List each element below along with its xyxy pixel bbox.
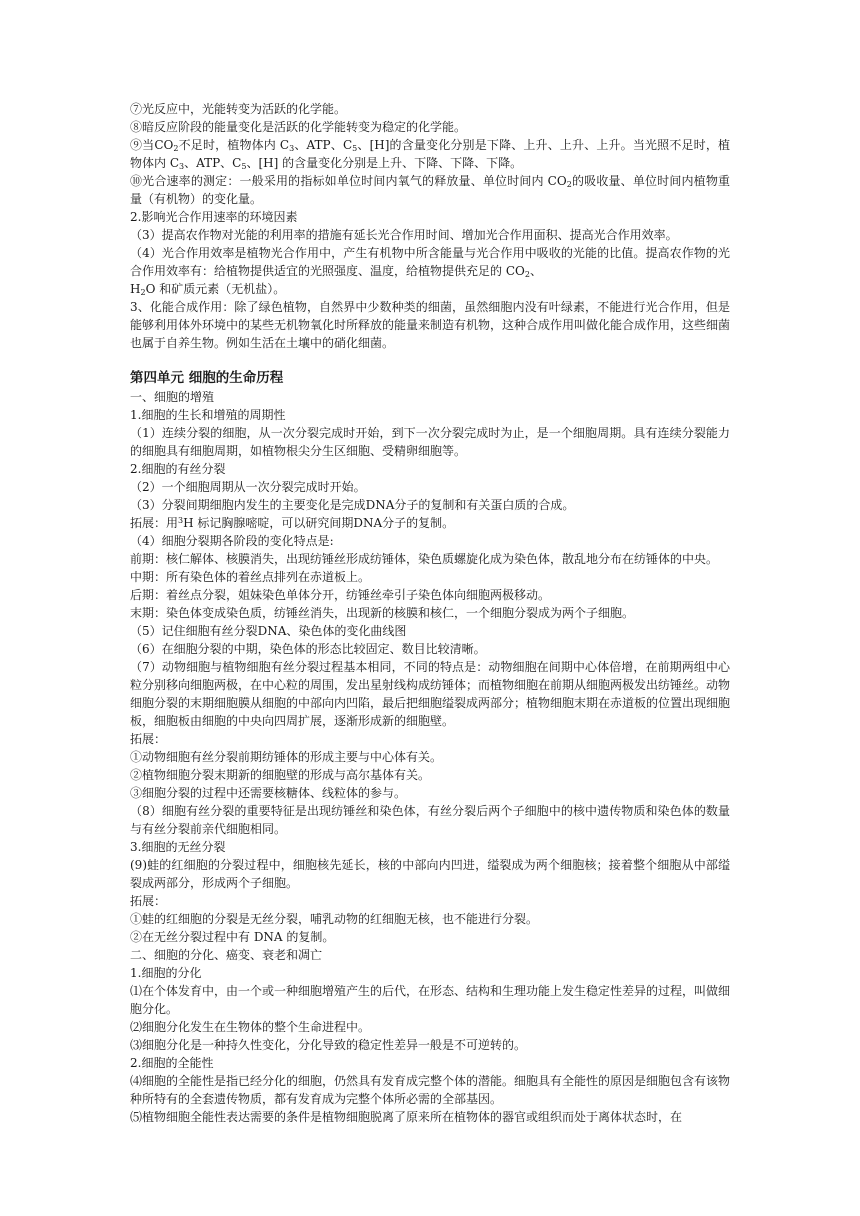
paragraph: （3）分裂间期细胞内发生的主要变化是完成DNA分子的复制和有关蛋白质的合成。 [130, 498, 575, 512]
paragraph-efficiency: （4）光合作用效率是植物光合作用中，产生有机物中所含能量与光合作用中吸收的光能的比值。提高农作物的光合作用效率有：给植物提供适宜的光照强度、温度，给植物提供充足的 $CO_2$、 [130, 246, 730, 279]
paragraph: 后期：着丝点分裂，姐妹染色单体分开，纺锤丝牵引子染色体向细胞两极移动。 [130, 588, 551, 602]
paragraph: ⑵细胞分化发生在生物体的整个生命进程中。 [130, 1020, 371, 1034]
paragraph-chemosynthesis: 3、化能合成作用：除了绿色植物，自然界中少数种类的细菌，虽然细胞内没有叶绿素，不能进行光合作用，但是能够利用体外环境中的某些无机物氧化时所释放的能量来制造有机物，这种合成作用叫做化能合成作用，这些细菌也属于自养生物。例如生活在土壤中的硝化细菌。 [130, 300, 731, 350]
section-heading: 二、细胞的分化、癌变、衰老和凋亡 [130, 948, 323, 962]
paragraph-rate-measure: ⑩光合速率的测定：一般采用的指标如单位时间内氧气的释放量、单位时间内 $CO_2$的吸收量、单位时间内植物重量（有机物）的变化量。 [130, 174, 730, 206]
paragraph: （5）记住细胞有丝分裂DNA、染色体的变化曲线图 [130, 624, 407, 638]
paragraph: ⑴在个体发育中，由一个或一种细胞增殖产生的后代，在形态、结构和生理功能上发生稳定性差异的过程，叫做细胞分化。 [130, 984, 731, 1016]
section-heading: 2.细胞的全能性 [130, 1056, 214, 1070]
paragraph: （7）动物细胞与植物细胞有丝分裂过程基本相同，不同的特点是：动物细胞在间期中心体倍增，在前期两组中心粒分别移向细胞两极，在中心粒的周围，发出星射线构成纺锤体；而植物细胞在前期从细胞两极发出纺锤丝。动物细胞分裂的末期细胞膜从细胞的中部向内凹陷，最后把细胞缢裂成两部分；植物细胞末期在赤道板的位置出现细胞板，细胞板由细胞的中央向四周扩展，逐渐形成新的细胞壁。 [130, 660, 731, 728]
paragraph: （1）连续分裂的细胞，从一次分裂完成时开始，到下一次分裂完成时为止，是一个细胞周期。具有连续分裂能力的细胞具有细胞周期，如植物根尖分生区细胞、受精卵细胞等。 [130, 426, 730, 458]
section-heading: 2.影响光合作用速率的环境因素 [130, 210, 298, 224]
document-page [130, 100, 730, 1126]
paragraph: ②在无丝分裂过程中有 DNA 的复制。 [130, 930, 335, 944]
paragraph: ①蛙的红细胞的分裂是无丝分裂，哺乳动物的红细胞无核，也不能进行分裂。 [130, 912, 539, 926]
section-heading: 3.细胞的无丝分裂 [130, 840, 226, 854]
paragraph: 中期：所有染色体的着丝点排列在赤道板上。 [130, 570, 371, 584]
section-heading: 1.细胞的分化 [130, 966, 202, 980]
paragraph: （8）细胞有丝分裂的重要特征是出现纺锤丝和染色体，有丝分裂后两个子细胞中的核中遗传物质和染色体的数量与有丝分裂前亲代细胞相同。 [130, 804, 730, 836]
paragraph: （6）在细胞分裂的中期，染色体的形态比较固定、数目比较清晰。 [130, 642, 486, 656]
section-heading: 2.细胞的有丝分裂 [130, 462, 226, 476]
paragraph: （2）一个细胞周期从一次分裂完成时开始。 [130, 480, 366, 494]
paragraph: 末期：染色体变成染色质，纺锤丝消失，出现新的核膜和核仁，一个细胞分裂成为两个子细胞。 [130, 606, 635, 620]
paragraph: （4）细胞分裂期各阶段的变化特点是: [130, 534, 334, 548]
section-heading: 一、细胞的增殖 [130, 390, 215, 404]
paragraph: 拓展： [130, 894, 167, 908]
paragraph: ③细胞分裂的过程中还需要核糖体、线粒体的参与。 [130, 786, 407, 800]
paragraph: ⑷细胞的全能性是指已经分化的细胞，仍然具有发育成完整个体的潜能。细胞具有全能性的原因是细胞包含有该物种所特有的全套遗传物质，都有发育成为完整个体所必需的全部基因。 [130, 1074, 731, 1106]
paragraph-h2o: $H_2O$ 和矿质元素（无机盐）。 [130, 282, 286, 297]
paragraph: ⑶细胞分化是一种持久性变化，分化导致的稳定性差异一般是不可逆转的。 [130, 1038, 527, 1052]
spacer [130, 352, 730, 368]
paragraph: （3）提高农作物对光能的利用率的措施有延长光合作用时间、增加光合作用面积、提高光合作用效率。 [130, 228, 678, 242]
paragraph: ⑧暗反应阶段的能量变化是活跃的化学能转变为稳定的化学能。 [130, 120, 467, 134]
section-heading: 1.细胞的生长和增殖的周期性 [130, 408, 286, 422]
unit-title: 第四单元 细胞的生命历程 [130, 370, 284, 386]
paragraph: ①动物细胞有丝分裂前期纺锤体的形成主要与中心体有关。 [130, 750, 443, 764]
paragraph-extension-h3: 拓展：用$^3$H 标记胸腺嘧啶，可以研究间期DNA分子的复制。 [130, 516, 455, 530]
paragraph: ⑸植物细胞全能性表达需要的条件是植物细胞脱离了原来所在植物体的器官或组织而处于离体状态时，在 [130, 1110, 683, 1124]
paragraph: ⑦光反应中，光能转变为活跃的化学能。 [130, 102, 347, 116]
paragraph: (9)蛙的红细胞的分裂过程中，细胞核先延长，核的中部向内凹进，缢裂成为两个细胞核；接着整个细胞从中部缢裂成两部分，形成两个子细胞。 [130, 858, 730, 890]
paragraph: 前期：核仁解体、核膜消失，出现纺锤丝形成纺锤体，染色质螺旋化成为染色体，散乱地分布在纺锤体的中央。 [130, 552, 719, 566]
paragraph-co2-shortage: ⑨当$CO_2$不足时，植物体内 $C_3$、ATP、$C_5$、[H]的含量变化分别是下降、上升、上升、上升。当光照不足时，植物体内 $C_3$、ATP、$C_5$、[H] 的含量变化分别是上升、下降、下降、下降。 [130, 138, 730, 171]
paragraph: ②植物细胞分裂末期新的细胞壁的形成与高尔基体有关。 [130, 768, 431, 782]
paragraph: 拓展： [130, 732, 167, 746]
